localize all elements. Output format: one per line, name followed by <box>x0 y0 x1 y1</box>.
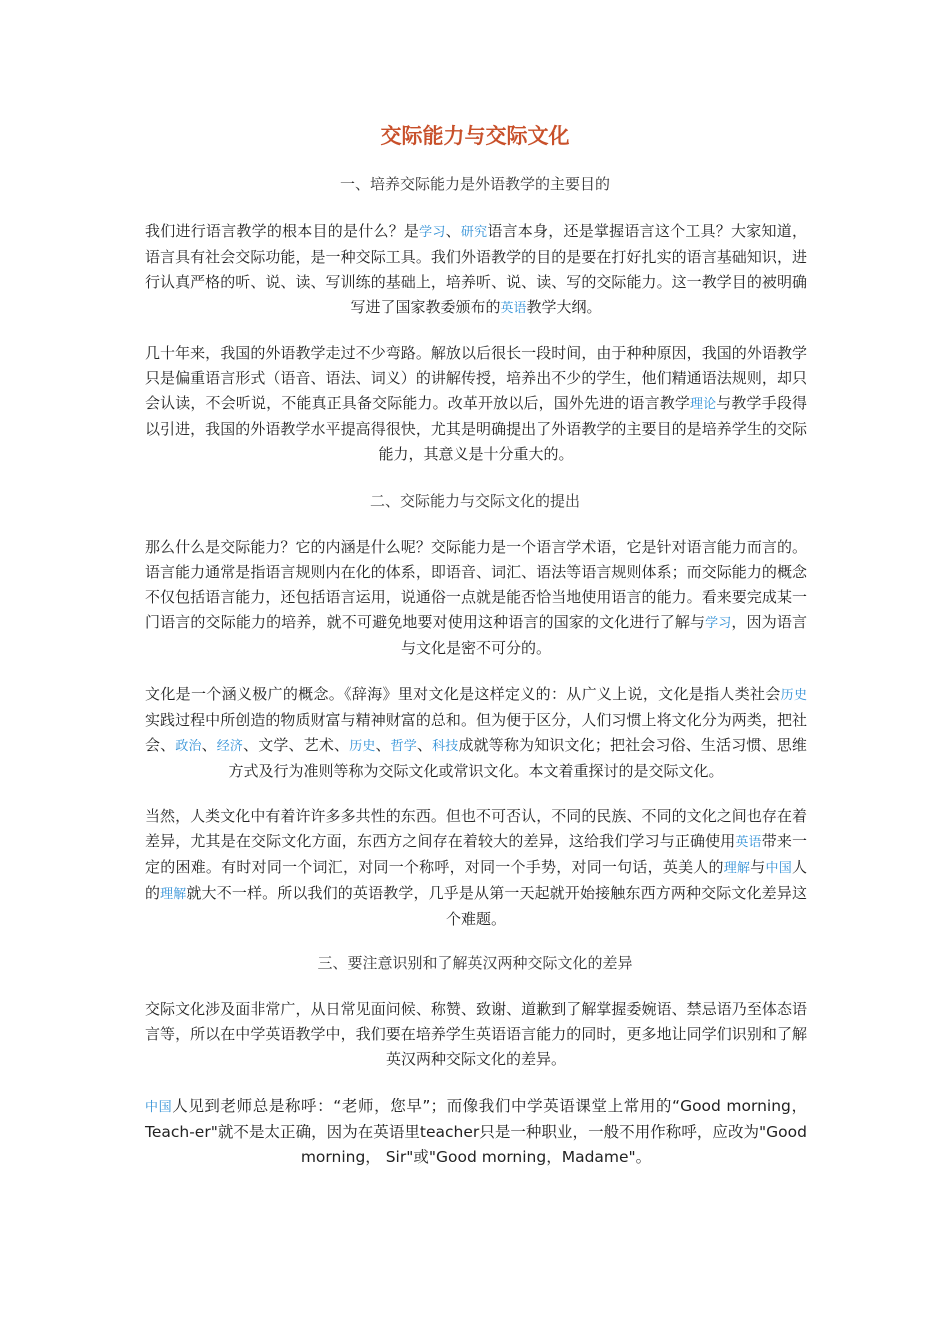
hyperlink[interactable]: 历史 <box>780 688 807 703</box>
hyperlink[interactable]: 学习 <box>705 616 732 631</box>
hyperlink[interactable]: 科技 <box>432 739 459 754</box>
hyperlink[interactable]: 研究 <box>460 225 488 240</box>
paragraph <box>145 341 807 467</box>
paragraph-text: 成就等称为知识文化；把社会习俗、生活习惯、思维方式及行为准则等称为交际文化或常识文化。本文着重探讨的是交际文化。 <box>228 736 807 780</box>
paragraph-text: 、 <box>445 222 461 240</box>
paragraph <box>145 535 807 661</box>
paragraph <box>145 804 807 932</box>
paragraph-text: 人见到老师总是称呼：“老师，您早”；而像我们中学英语课堂上常用的“Good morning，Teach-er"就不是太正确，因为在英语里teacher只是一种职业，一般不用作称呼，应改为"Good morning， Sir"或"Good morning，Madame"。 <box>145 1097 807 1166</box>
section-heading-1: 一、培养交际能力是外语教学的主要目的 <box>339 175 610 193</box>
paragraph <box>145 219 807 321</box>
hyperlink[interactable]: 理论 <box>690 397 717 412</box>
paragraph <box>145 997 807 1072</box>
hyperlink[interactable]: 哲学 <box>390 739 417 754</box>
paragraph-text: 那么什么是交际能力？它的内涵是什么呢？交际能力是一个语言学术语，它是针对语言能力而言的。语言能力通常是指语言规则内在化的体系，即语音、词汇、语法等语言规则体系；而交际能力的概念不仅包括语言能力，还包括语言运用，说通俗一点就是能否恰当地使用语言的能力。看来要完成某一门语言的交际能力的培养，就不可避免地要对使用这种语言的国家的文化进行了解与 <box>145 538 807 631</box>
paragraph-text: 实践过程中所创造的物质财富与精神财富的总和。但为便于区分，人们习惯上将文化分为两类，把社会、 <box>145 711 807 754</box>
paragraph-text: 与教学手段得以引进，我国的外语教学水平提高得很快，尤其是明确提出了外语教学的主要目的是培养学生的交际能力，其意义是十分重大的。 <box>145 394 807 463</box>
document-title: 交际能力与交际文化 <box>380 123 570 148</box>
paragraph-text: 语言本身，还是掌握语言这个工具？大家知道，语言具有社会交际功能，是一种交际工具。我们外语教学的目的是要在打好扎实的语言基础知识，进行认真严格的听、说、读、写训练的基础上，培养听、说、读、写的交际能力。这一教学目的被明确写进了国家教委颁布的 <box>145 222 807 316</box>
paragraph-text: 我们进行语言教学的根本目的是什么？是 <box>145 222 420 240</box>
hyperlink[interactable]: 政治 <box>175 739 202 754</box>
paragraph-text: 交际文化涉及面非常广，从日常见面问候、称赞、致谢、道歉到了解掌握委婉语、禁忌语乃至体态语言等，所以在中学英语教学中，我们要在培养学生英语语言能力的同时，更多地让同学们识别和了解英汉两种交际文化的差异。 <box>145 1000 807 1068</box>
hyperlink[interactable]: 理解 <box>723 861 751 876</box>
paragraph-text: 、 <box>416 736 433 754</box>
hyperlink[interactable]: 英语 <box>500 301 527 316</box>
paragraph-text: 当然，人类文化中有着许许多多共性的东西。但也不可否认，不同的民族、不同的文化之间也存在着差异，尤其是在交际文化方面，东西方之间存在着较大的差异，这给我们学习与正确使用 <box>145 807 807 850</box>
paragraph-text: 、 <box>201 736 217 754</box>
hyperlink[interactable]: 经济 <box>216 739 244 754</box>
paragraph-text: 、文学、艺术、 <box>243 736 350 754</box>
hyperlink[interactable]: 中国 <box>145 1100 173 1115</box>
section-heading-3: 三、要注意识别和了解英汉两种交际文化的差异 <box>317 954 633 972</box>
hyperlink[interactable]: 理解 <box>160 887 187 902</box>
section-heading-2: 二、交际能力与交际文化的提出 <box>369 492 580 510</box>
paragraph-text: 文化是一个涵义极广的概念。《辞海》里对文化是这样定义的：从广义上说，文化是指人类社会 <box>145 685 781 703</box>
paragraph <box>145 682 807 784</box>
hyperlink[interactable]: 中国 <box>765 861 792 876</box>
paragraph-text: 、 <box>375 736 391 754</box>
paragraph-text: 教学大纲。 <box>526 298 602 316</box>
paragraph-text: 带来一定的困难。有时对同一个词汇，对同一个称呼，对同一个手势，对同一句话，英美人的 <box>145 832 807 876</box>
paragraph-text: 人的 <box>145 858 807 902</box>
hyperlink[interactable]: 英语 <box>735 835 762 850</box>
paragraph-text: 几十年来，我国的外语教学走过不少弯路。解放以后很长一段时间，由于种种原因，我国的外语教学只是偏重语言形式（语音、语法、词义）的讲解传授，培养出不少的学生，他们精通语法规则，却只会认读，不会听说，不能真正具备交际能力。改革开放以后，国外先进的语言教学 <box>145 344 807 412</box>
paragraph <box>145 1094 807 1170</box>
hyperlink[interactable]: 学习 <box>419 225 446 240</box>
hyperlink[interactable]: 历史 <box>349 739 376 754</box>
paragraph-text: 就大不一样。所以我们的英语教学，几乎是从第一天起就开始接触东西方两种交际文化差异这个难题。 <box>186 884 807 928</box>
paragraph-text: 与 <box>750 858 766 876</box>
paragraph-text: ，因为语言与文化是密不可分的。 <box>400 613 807 657</box>
